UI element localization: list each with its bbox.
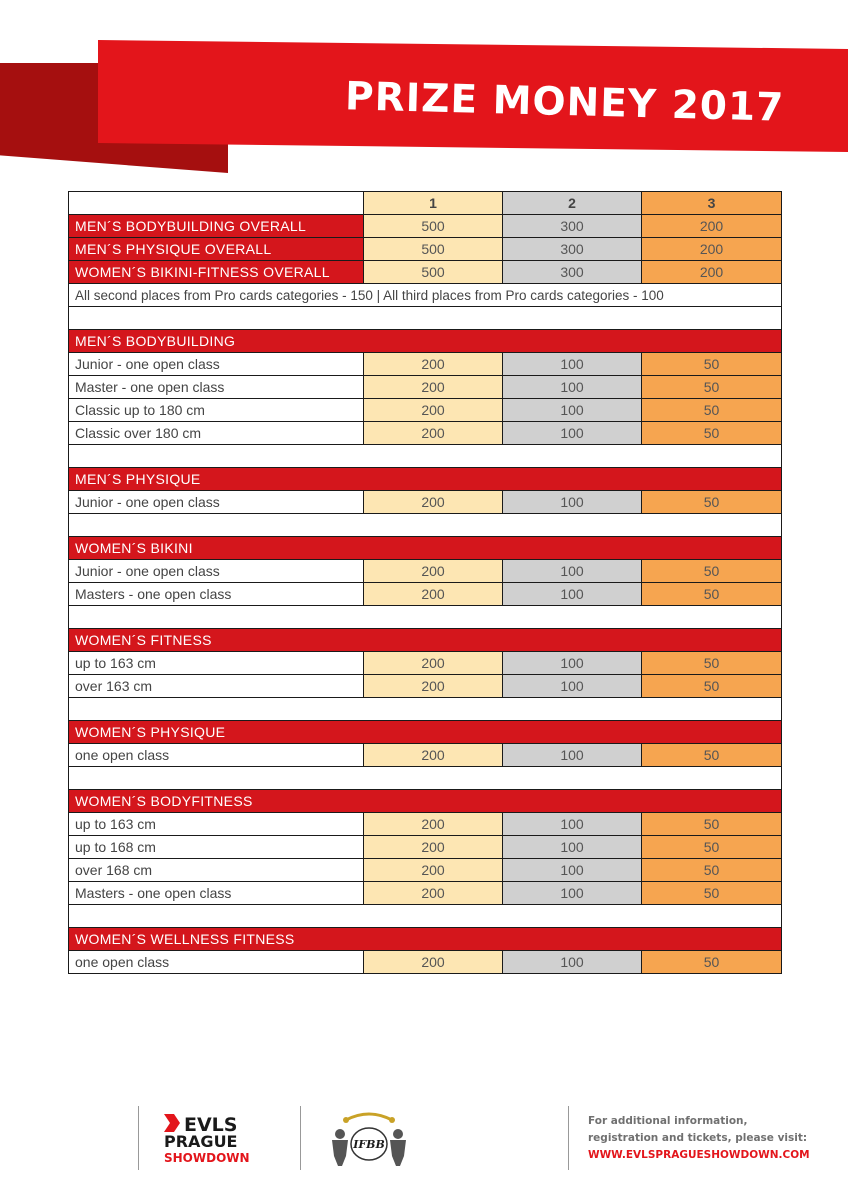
- class-label: Masters - one open class: [69, 882, 364, 905]
- prize-2nd: 300: [503, 261, 642, 284]
- prize-3rd: 50: [642, 836, 782, 859]
- prize-1st: 200: [364, 399, 503, 422]
- prize-2nd: 100: [503, 859, 642, 882]
- prize-3rd: 50: [642, 951, 782, 974]
- class-row: [69, 491, 782, 514]
- prize-3rd: 50: [642, 652, 782, 675]
- prize-1st: 500: [364, 215, 503, 238]
- section-header-row: [69, 629, 782, 652]
- prize-3rd: 200: [642, 215, 782, 238]
- prize-2nd: 100: [503, 376, 642, 399]
- place-3-header: 3: [642, 192, 782, 215]
- ifbb-logo: [326, 1112, 412, 1168]
- prize-3rd: 50: [642, 583, 782, 606]
- prize-1st: 200: [364, 376, 503, 399]
- section-title: MEN´S BODYBUILDING: [69, 330, 782, 353]
- footer-divider: [300, 1106, 301, 1170]
- prize-1st: 200: [364, 491, 503, 514]
- prize-1st: 200: [364, 353, 503, 376]
- class-label: Junior - one open class: [69, 560, 364, 583]
- prize-3rd: 50: [642, 560, 782, 583]
- prize-2nd: 100: [503, 560, 642, 583]
- prize-3rd: 50: [642, 744, 782, 767]
- spacer-row: [69, 767, 782, 790]
- prize-1st: 200: [364, 675, 503, 698]
- section-title: WOMEN´S WELLNESS FITNESS: [69, 928, 782, 951]
- spacer-cell: [69, 445, 782, 468]
- spacer-cell: [69, 767, 782, 790]
- prize-table-body: [69, 192, 782, 974]
- logo-showdown-text: SHOWDOWN: [164, 1151, 250, 1164]
- prize-1st: 200: [364, 813, 503, 836]
- spacer-row: [69, 698, 782, 721]
- prize-1st: 200: [364, 652, 503, 675]
- prize-3rd: 50: [642, 491, 782, 514]
- footer-divider: [568, 1106, 569, 1170]
- class-label: one open class: [69, 744, 364, 767]
- class-label: up to 163 cm: [69, 652, 364, 675]
- prize-2nd: 100: [503, 675, 642, 698]
- prize-3rd: 50: [642, 422, 782, 445]
- prize-1st: 500: [364, 261, 503, 284]
- class-row: [69, 859, 782, 882]
- section-header-row: [69, 790, 782, 813]
- spacer-row: [69, 514, 782, 537]
- spacer-cell: [69, 514, 782, 537]
- class-row: [69, 882, 782, 905]
- prize-3rd: 50: [642, 859, 782, 882]
- laurel-icon: [346, 1114, 392, 1120]
- header-corner: [69, 192, 364, 215]
- info-line-2: registration and tickets, please visit:: [588, 1132, 808, 1144]
- class-label: one open class: [69, 951, 364, 974]
- class-row: [69, 951, 782, 974]
- prize-3rd: 200: [642, 238, 782, 261]
- overall-row: [69, 261, 782, 284]
- class-label: up to 163 cm: [69, 813, 364, 836]
- class-row: [69, 376, 782, 399]
- prize-1st: 200: [364, 951, 503, 974]
- class-label: Classic up to 180 cm: [69, 399, 364, 422]
- logo-evls-text: EVLS: [184, 1114, 238, 1136]
- prize-3rd: 50: [642, 813, 782, 836]
- section-title: WOMEN´S FITNESS: [69, 629, 782, 652]
- spacer-cell: [69, 698, 782, 721]
- prize-3rd: 50: [642, 882, 782, 905]
- spacer-cell: [69, 905, 782, 928]
- class-label: Masters - one open class: [69, 583, 364, 606]
- info-line-1: For additional information,: [588, 1115, 748, 1127]
- page-title: PRIZE MONEY 2017: [344, 74, 785, 131]
- footer-divider: [138, 1106, 139, 1170]
- section-header-row: [69, 721, 782, 744]
- prize-3rd: 50: [642, 399, 782, 422]
- prize-3rd: 50: [642, 376, 782, 399]
- category-label: WOMEN´S BIKINI-FITNESS OVERALL: [69, 261, 364, 284]
- class-row: [69, 744, 782, 767]
- section-header-row: [69, 928, 782, 951]
- prize-2nd: 100: [503, 652, 642, 675]
- prize-1st: 200: [364, 744, 503, 767]
- contact-info: [588, 1113, 810, 1164]
- prize-3rd: 50: [642, 675, 782, 698]
- class-label: over 163 cm: [69, 675, 364, 698]
- prize-2nd: 100: [503, 836, 642, 859]
- prize-1st: 200: [364, 422, 503, 445]
- class-label: Master - one open class: [69, 376, 364, 399]
- class-row: [69, 399, 782, 422]
- place-2-header: 2: [503, 192, 642, 215]
- prize-2nd: 100: [503, 583, 642, 606]
- prize-1st: 200: [364, 560, 503, 583]
- evls-prague-showdown-logo: [162, 1112, 270, 1164]
- logo-ifbb-text: IFBB: [353, 1138, 385, 1151]
- class-row: [69, 422, 782, 445]
- class-row: [69, 583, 782, 606]
- prize-1st: 200: [364, 859, 503, 882]
- pro-cards-note: All second places from Pro cards categories - 150 | All third places from Pro cards categories - 100: [69, 284, 782, 307]
- spacer-row: [69, 606, 782, 629]
- prize-2nd: 100: [503, 353, 642, 376]
- prize-1st: 500: [364, 238, 503, 261]
- section-title: WOMEN´S BIKINI: [69, 537, 782, 560]
- section-title: WOMEN´S BODYFITNESS: [69, 790, 782, 813]
- section-title: MEN´S PHYSIQUE: [69, 468, 782, 491]
- prize-2nd: 100: [503, 422, 642, 445]
- prize-2nd: 100: [503, 491, 642, 514]
- pro-cards-note-row: [69, 284, 782, 307]
- class-row: [69, 813, 782, 836]
- prize-2nd: 100: [503, 744, 642, 767]
- prize-table: [68, 191, 782, 974]
- class-label: up to 168 cm: [69, 836, 364, 859]
- spacer-row: [69, 445, 782, 468]
- logo-prague-text: PRAGUE: [164, 1132, 238, 1151]
- spacer-row: [69, 307, 782, 330]
- website-link[interactable]: WWW.EVLSPRAGUESHOWDOWN.COM: [588, 1149, 810, 1161]
- header-row: [69, 192, 782, 215]
- overall-row: [69, 238, 782, 261]
- prize-3rd: 50: [642, 353, 782, 376]
- prize-3rd: 200: [642, 261, 782, 284]
- class-row: [69, 353, 782, 376]
- prize-1st: 200: [364, 836, 503, 859]
- class-label: Classic over 180 cm: [69, 422, 364, 445]
- spacer-row: [69, 905, 782, 928]
- prize-2nd: 100: [503, 951, 642, 974]
- class-row: [69, 652, 782, 675]
- place-1-header: 1: [364, 192, 503, 215]
- section-title: WOMEN´S PHYSIQUE: [69, 721, 782, 744]
- class-label: Junior - one open class: [69, 491, 364, 514]
- prize-1st: 200: [364, 583, 503, 606]
- class-row: [69, 560, 782, 583]
- section-header-row: [69, 330, 782, 353]
- evls-x-icon: [164, 1114, 184, 1132]
- prize-2nd: 300: [503, 238, 642, 261]
- prize-1st: 200: [364, 882, 503, 905]
- prize-2nd: 100: [503, 399, 642, 422]
- section-header-row: [69, 537, 782, 560]
- class-label: Junior - one open class: [69, 353, 364, 376]
- class-row: [69, 675, 782, 698]
- class-row: [69, 836, 782, 859]
- spacer-cell: [69, 307, 782, 330]
- category-label: MEN´S BODYBUILDING OVERALL: [69, 215, 364, 238]
- class-label: over 168 cm: [69, 859, 364, 882]
- prize-2nd: 100: [503, 882, 642, 905]
- section-header-row: [69, 468, 782, 491]
- spacer-cell: [69, 606, 782, 629]
- category-label: MEN´S PHYSIQUE OVERALL: [69, 238, 364, 261]
- overall-row: [69, 215, 782, 238]
- prize-2nd: 100: [503, 813, 642, 836]
- prize-2nd: 300: [503, 215, 642, 238]
